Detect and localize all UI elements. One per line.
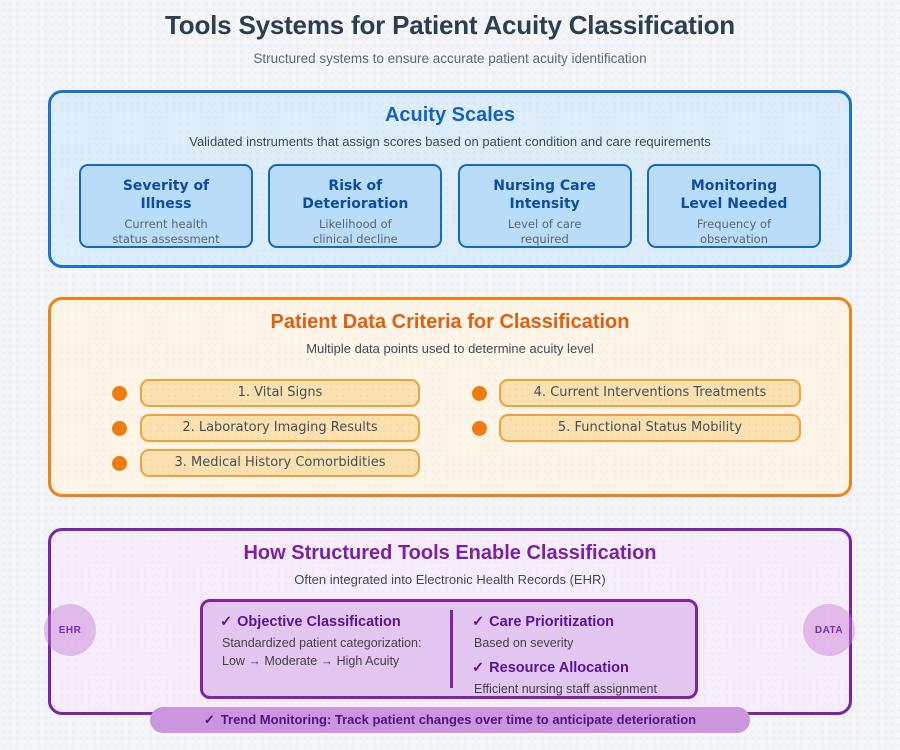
criteria-item: 4. Current Interventions Treatments (499, 379, 801, 407)
page-title: Tools Systems for Patient Acuity Classification (165, 10, 735, 40)
acuity-card-risk (268, 164, 442, 248)
criteria-item: 5. Functional Status Mobility (499, 414, 801, 442)
acuity-scales-title: Acuity Scales (384, 104, 516, 126)
check-icon: ✓ (203, 712, 215, 727)
feature-objective-classification: ✓ Objective Classification (220, 614, 401, 630)
bullet-dot-icon (112, 386, 127, 401)
card-description: Level of care required (507, 217, 582, 247)
acuity-scales-subtitle: Validated instruments that assign scores based on patient condition and care requirements (189, 134, 711, 149)
feature-description: Standardized patient categorization: Low → Moderate → High Acuity (222, 636, 422, 669)
data-badge-label: DATA (814, 624, 844, 636)
criteria-item: 2. Laboratory Imaging Results (140, 414, 420, 442)
card-title: Monitoring Level Needed (680, 178, 788, 213)
feature-care-prioritization: ✓ Care Prioritization (472, 614, 615, 630)
check-icon: ✓ (220, 614, 233, 630)
enablement-subtitle: Often integrated into Electronic Health Records (EHR) (294, 572, 606, 587)
banner-text: Trend Monitoring: Track patient changes over time to anticipate deterioration (220, 712, 697, 727)
patient-data-criteria-section (48, 297, 852, 497)
acuity-cards-row (51, 164, 849, 248)
check-icon: ✓ (472, 614, 485, 630)
card-description: Likelihood of clinical decline (312, 217, 398, 247)
card-description: Frequency of observation (696, 217, 772, 247)
feature-description: Based on severity (474, 636, 574, 650)
acuity-card-severity (79, 164, 253, 248)
acuity-card-nursing (458, 164, 632, 248)
page-subtitle: Structured systems to ensure accurate patient acuity identification (253, 51, 647, 66)
acuity-scales-section (48, 90, 852, 268)
card-title: Risk of Deterioration (302, 178, 409, 213)
bullet-dot-icon (112, 421, 127, 436)
card-title: Nursing Care Intensity (493, 178, 596, 213)
feature-description: Efficient nursing staff assignment (474, 682, 657, 697)
enablement-title: How Structured Tools Enable Classification (243, 542, 657, 564)
bullet-dot-icon (112, 456, 127, 471)
card-title: Severity of Illness (122, 178, 210, 213)
enablement-feature-box (200, 599, 698, 699)
acuity-card-monitoring (647, 164, 821, 248)
criteria-title: Patient Data Criteria for Classification (270, 311, 630, 333)
ehr-badge (44, 604, 96, 656)
card-description: Current health status assessment (112, 217, 220, 247)
enablement-section (48, 528, 852, 727)
criteria-item: 1. Vital Signs (140, 379, 420, 407)
feature-resource-allocation: ✓ Resource Allocation (472, 660, 629, 677)
criteria-item: 3. Medical History Comorbidities (140, 449, 420, 477)
data-badge (803, 604, 855, 656)
bullet-dot-icon (472, 421, 487, 436)
feature-column-right (452, 602, 695, 698)
bullet-dot-icon (472, 386, 487, 401)
ehr-badge-label: EHR (58, 624, 82, 636)
check-icon: ✓ (472, 660, 485, 677)
trend-monitoring-banner (150, 707, 750, 733)
feature-column-left (203, 602, 450, 670)
criteria-subtitle: Multiple data points used to determine acuity level (306, 341, 594, 356)
